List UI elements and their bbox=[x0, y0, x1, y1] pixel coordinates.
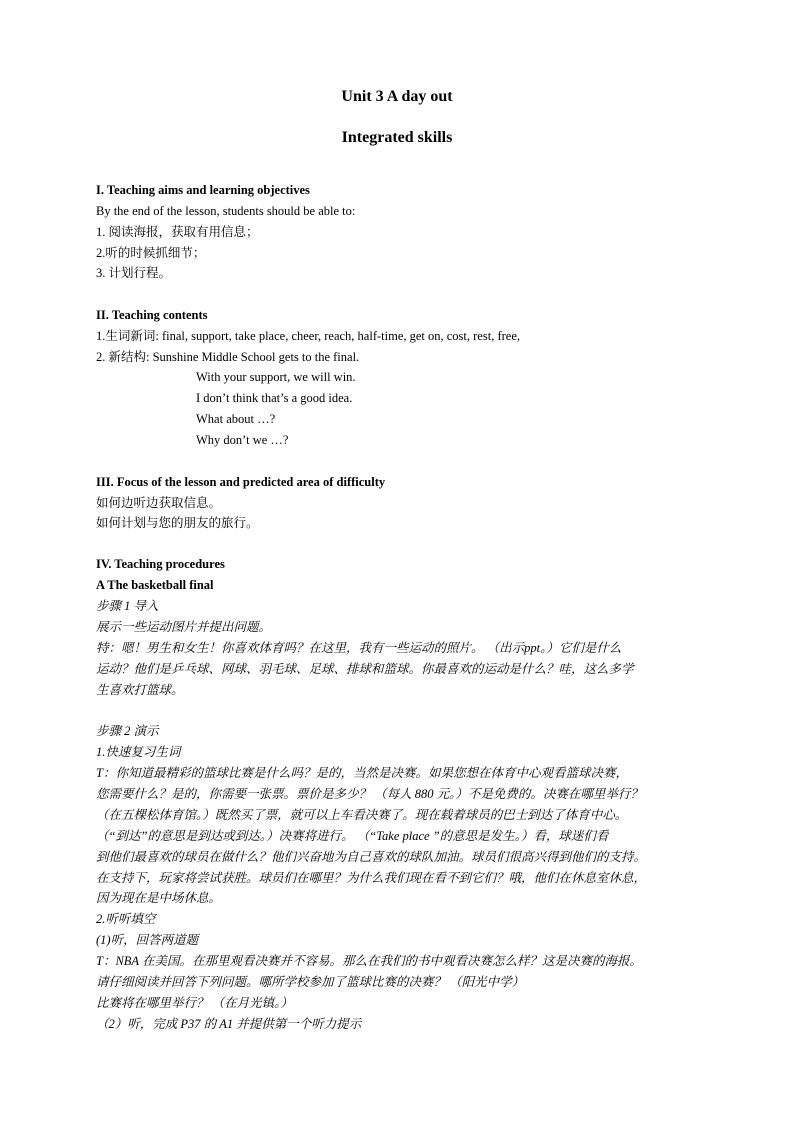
step2-text-line: 您需要什么？是的，你需要一张票。票价是多少？ （每人 880 元。）不是免费的。决赛在哪里举行？ bbox=[96, 787, 643, 801]
step1-text-line: 特：嗯！男生和女生！你喜欢体育吗？在这里，我有一些运动的照片。 （出示ppt。）它们是什么 bbox=[96, 641, 622, 655]
section1-item: 2.听的时候抓细节； bbox=[96, 246, 206, 260]
section3-item: 如何边听边获取信息。 bbox=[96, 496, 222, 510]
section2-structure: What about …? bbox=[196, 412, 276, 426]
step2-text-line: T：你知道最精彩的篮球比赛是什么吗？是的，当然是决赛。如果您想在体育中心观看篮球决赛， bbox=[96, 766, 628, 780]
step2-sub1: 1.快速复习生词 bbox=[96, 745, 181, 759]
section1-item: 1. 阅读海报，获取有用信息； bbox=[96, 225, 259, 239]
step2-text-line: （在五棵松体育馆。）既然买了票，就可以上车看决赛了。现在载着球员的巴士到达了体育中心。 bbox=[96, 808, 628, 822]
step2-text-line: 到他们最喜欢的球员在做什么？他们兴奋地为自己喜欢的球队加油。球员们很高兴得到他们的支持。 bbox=[96, 850, 647, 864]
section3-heading: III. Focus of the lesson and predicted area of difficulty bbox=[96, 475, 386, 489]
step2-text-line: 在支持下，玩家将尝试获胜。球员们在哪里？为什么我们现在看不到它们？哦，他们在休息室休息， bbox=[96, 871, 647, 885]
section1-heading: I. Teaching aims and learning objectives bbox=[96, 183, 310, 197]
section2-vocab: 1.生词新词: final, support, take place, cheer, reach, half-time, get on, cost, rest, free, bbox=[96, 329, 520, 343]
section2-structure: I don’t think that’s a good idea. bbox=[196, 391, 353, 405]
part-a-heading: A The basketball final bbox=[96, 578, 214, 592]
step2-sub2: 2.听听填空 bbox=[96, 912, 156, 926]
step1-text-line: 生喜欢打篮球。 bbox=[96, 683, 184, 697]
section2-structure: Why don’t we …? bbox=[196, 433, 289, 447]
section3-item: 如何计划与您的朋友的旅行。 bbox=[96, 516, 259, 530]
step2-sub2a-text-line: 比赛将在哪里举行？ （在月光镇。） bbox=[96, 996, 293, 1010]
step2-sub2a: (1)听，回答两道题 bbox=[96, 933, 199, 947]
section1-intro: By the end of the lesson, students should be able to: bbox=[96, 204, 356, 218]
step1-desc: 展示一些运动图片并提出问题。 bbox=[96, 620, 272, 634]
document-title: Unit 3 A day out bbox=[341, 88, 453, 105]
step1-text-line: 运动？他们是乒乓球、网球、羽毛球、足球、排球和篮球。你最喜欢的运动是什么？哇，这么多学 bbox=[96, 662, 634, 676]
section2-structure: With your support, we will win. bbox=[196, 370, 356, 384]
step2-sub2a-text-line: 请仔细阅读并回答下列问题。哪所学校参加了篮球比赛的决赛？ （阳光中学） bbox=[96, 975, 525, 989]
section2-heading: II. Teaching contents bbox=[96, 308, 208, 322]
step2-sub2b: （2）听，完成 P37 的 A1 并提供第一个听力提示 bbox=[96, 1017, 362, 1031]
step2-heading: 步骤 2 演示 bbox=[96, 724, 159, 738]
section1-item: 3. 计划行程。 bbox=[96, 266, 172, 280]
step2-text-line: 因为现在是中场休息。 bbox=[96, 891, 222, 905]
step2-text-line: （“到达”的意思是到达或到达。）决赛将进行。 （“Take place ”的意思是发生。）看，球迷们看 bbox=[96, 829, 609, 843]
section2-structures-label: 2. 新结构: Sunshine Middle School gets to the final. bbox=[96, 350, 360, 364]
step1-heading: 步骤 1 导入 bbox=[96, 599, 159, 613]
section4-heading: IV. Teaching procedures bbox=[96, 557, 225, 571]
step2-sub2a-text-line: T：NBA 在美国。在那里观看决赛并不容易。那么在我们的书中观看决赛怎么样？这是决赛的海报。 bbox=[96, 954, 642, 968]
document-subtitle: Integrated skills bbox=[341, 129, 453, 146]
